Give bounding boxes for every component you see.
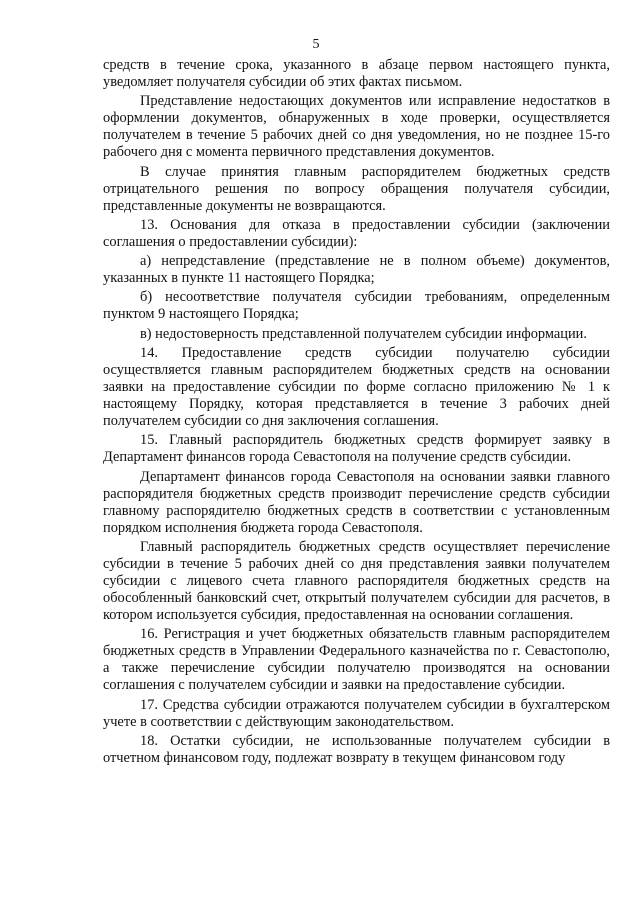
clause-13-item-b: б) несоответствие получателя субсидии требованиям, определенным пунктом 9 настоящего Порядка;	[103, 289, 610, 323]
page-number: 5	[312, 37, 320, 52]
clause-18: 18. Остатки субсидии, не использованные получателем субсидии в отчетном финансовом году, подлежат возврату в текущем финансовом году	[103, 732, 610, 766]
clause-16: 16. Регистрация и учет бюджетных обязательств главным распорядителем бюджетных средств в Управлении Федерального казначейства по г. Севастополю, а также перечисление субсидии получателю производятся на основании соглашения с получателем субсидии и заявки на предоставление субсидии.	[103, 626, 610, 694]
clause-17: 17. Средства субсидии отражаются получателем субсидии в бухгалтерском учете в соответствии с действующим законодательством.	[103, 696, 610, 730]
paragraph-finance-department: Департамент финансов города Севастополя на основании заявки главного распорядителя бюджетных средств производит перечисление средств субсидии главному распорядителю бюджетных средств в соответствии с установленным порядком исполнения бюджета города Севастополя.	[103, 468, 610, 536]
paragraph-negative-decision: В случае принятия главным распорядителем бюджетных средств отрицательного решения по вопросу обращения получателя субсидии, представленные документы не возвращаются.	[103, 163, 610, 214]
paragraph-missing-documents: Представление недостающих документов или исправление недостатков в оформлении документов, обнаруженных в ходе проверки, осуществляется получателем в течение 5 рабочих дней со дня уведомления, но не позднее 15-го рабочего дня с момента первичного представления документов.	[103, 93, 610, 161]
clause-13-item-a: а) непредставление (представление не в полном объеме) документов, указанных в пункте 11 настоящего Порядка;	[103, 253, 610, 287]
document-body	[103, 57, 610, 767]
clause-14: 14. Предоставление средств субсидии получателю субсидии осуществляется главным распорядителем бюджетных средств на основании заявки на предоставление субсидии по форме согласно приложению № 1 к настоящему Порядку, которая представляется в течение 3 рабочих дней получателем субсидии со дня заключения соглашения.	[103, 345, 610, 430]
paragraph-continuation: средств в течение срока, указанного в абзаце первом настоящего пункта, уведомляет получателя субсидии об этих фактах письмом.	[103, 57, 610, 90]
clause-13: 13. Основания для отказа в предоставлении субсидии (заключении соглашения о предоставлении субсидии):	[103, 216, 610, 250]
clause-15: 15. Главный распорядитель бюджетных средств формирует заявку в Департамент финансов города Севастополя на получение средств субсидии.	[103, 432, 610, 466]
clause-13-item-v: в) недостоверность представленной получателем субсидии информации.	[140, 325, 587, 342]
paragraph-transfer: Главный распорядитель бюджетных средств осуществляет перечисление субсидии в течение 5 рабочих дней со дня представления заявки получателем субсидии с лицевого счета главного распорядителя бюджетных средств на обособленный банковский счет, открытый получателем субсидии для расчетов, в котором используется субсидия, предоставленная на основании соглашения.	[103, 538, 610, 623]
